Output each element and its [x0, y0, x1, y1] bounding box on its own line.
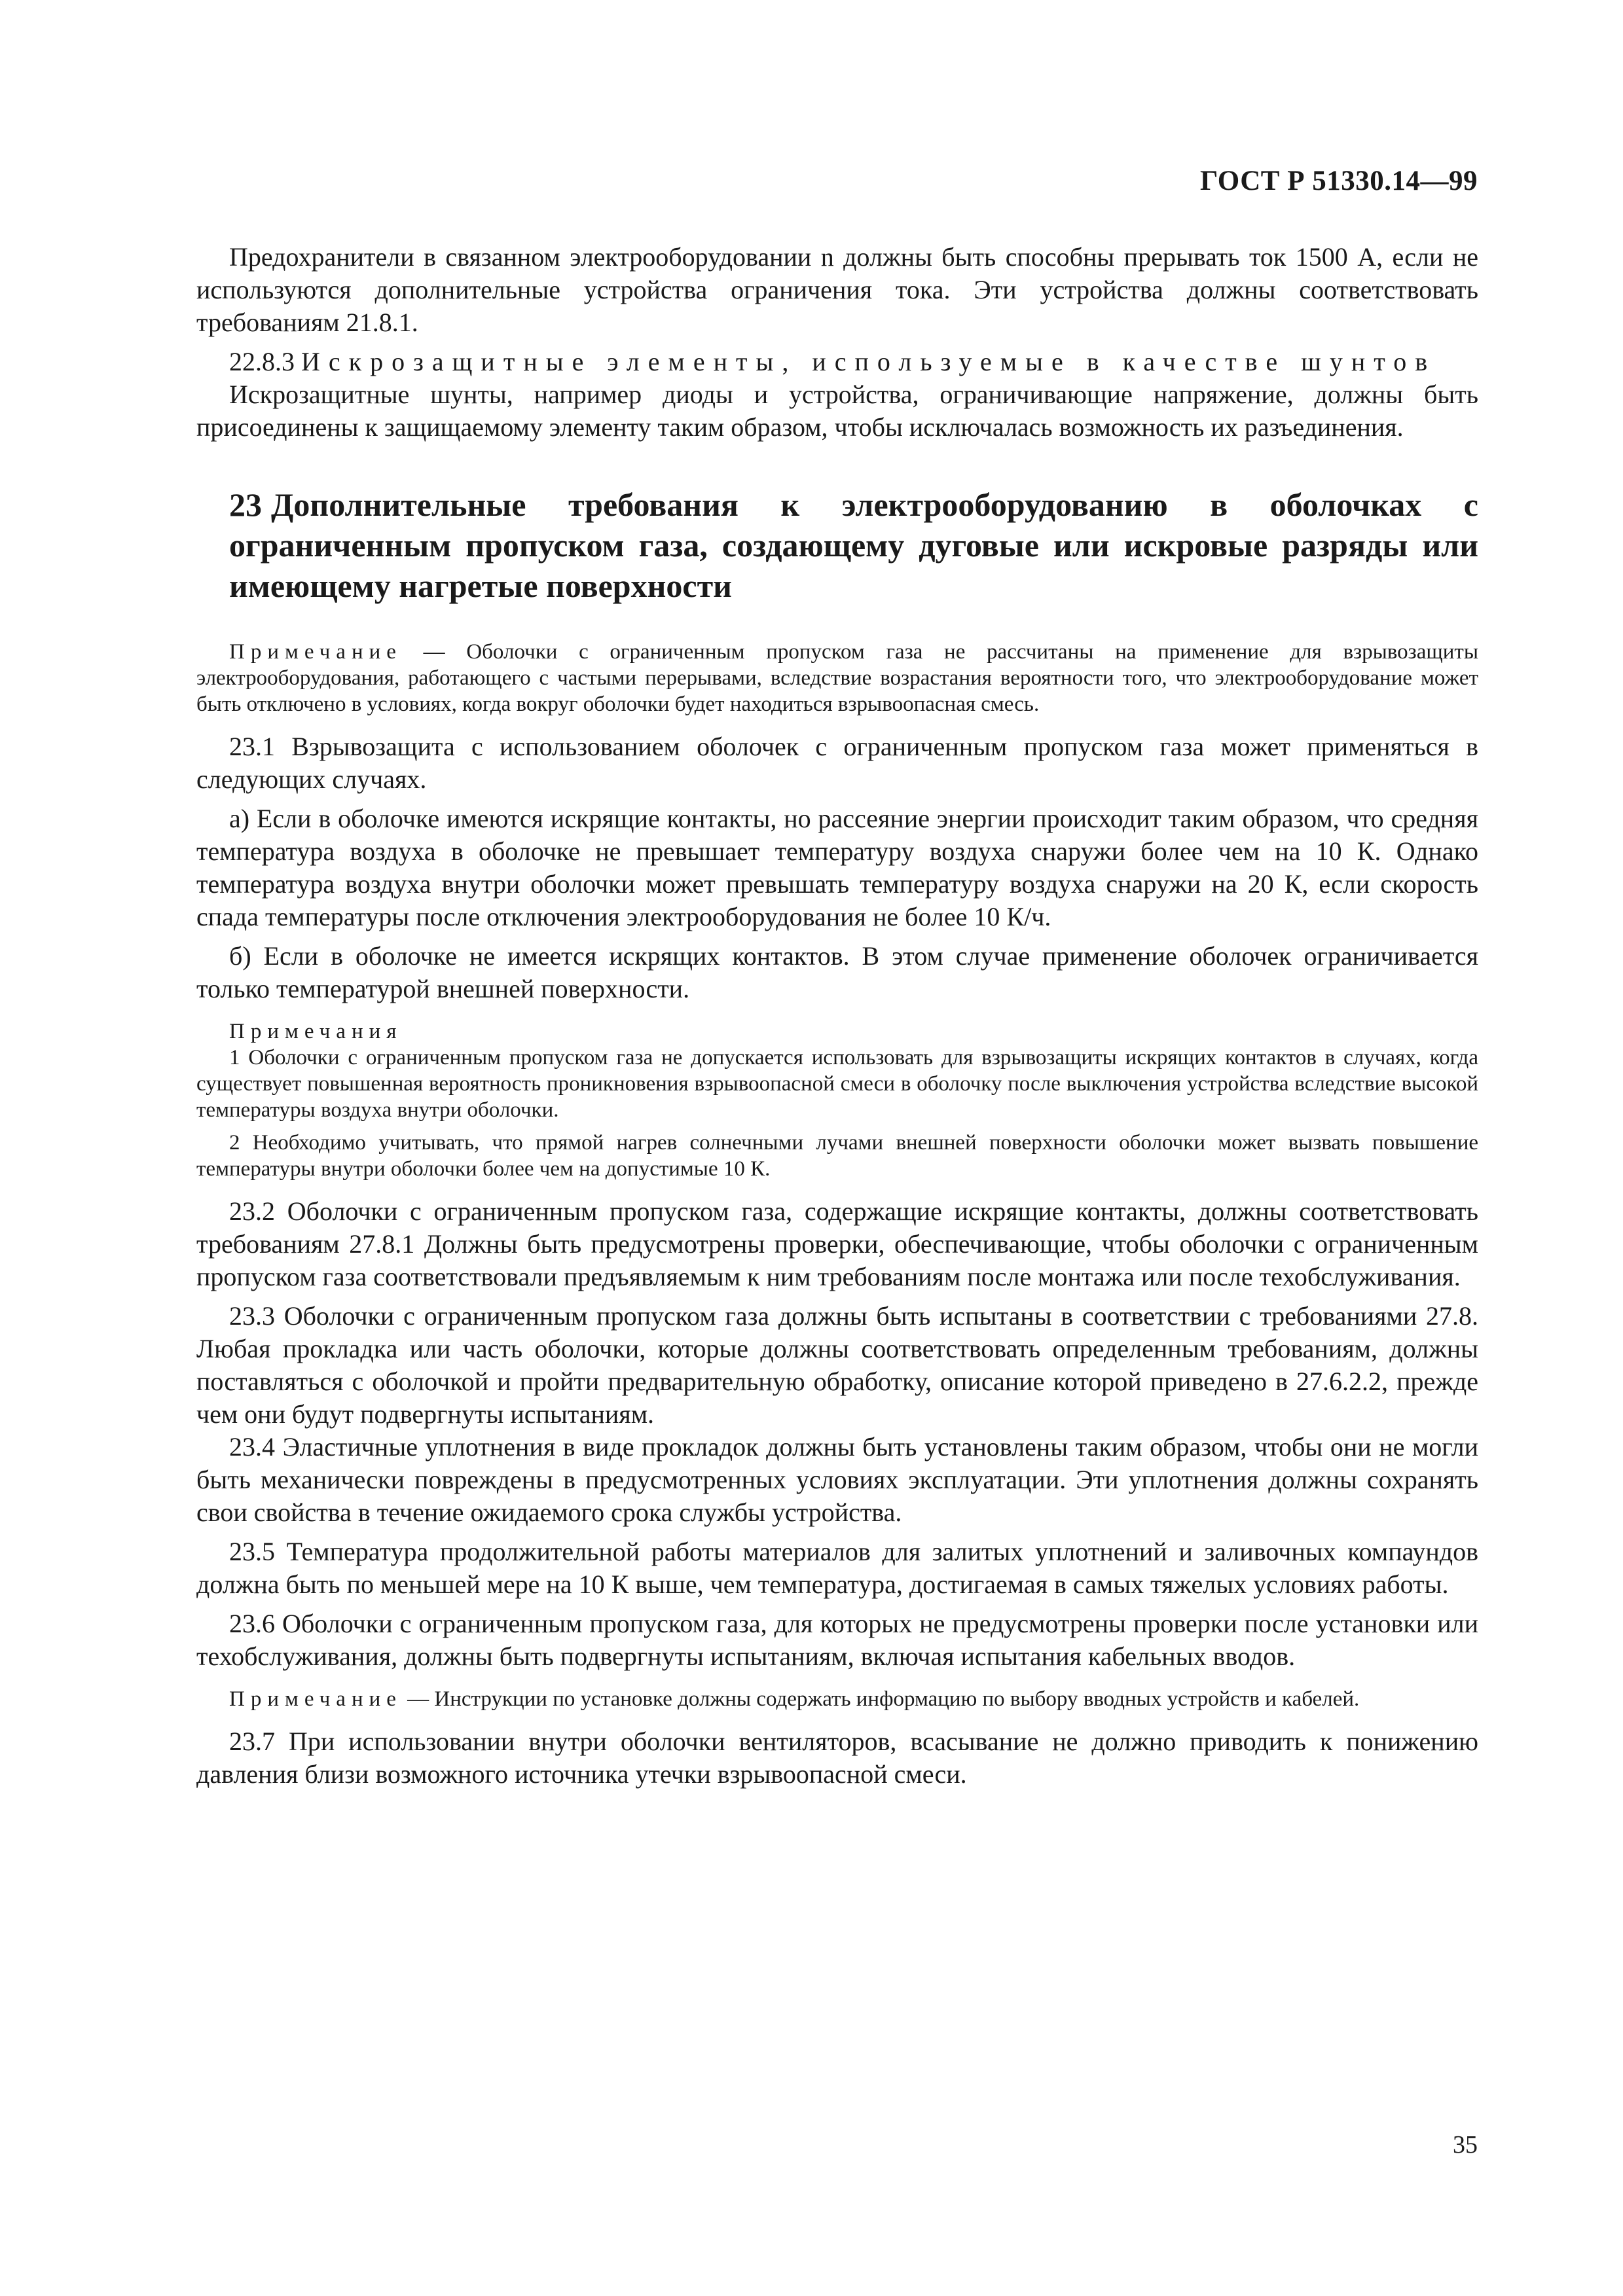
clause-23-1-b: б) Если в оболочке не имеется искрящих контактов. В этом случае применение оболочек ограничивается только температурой внешней поверхности. [196, 941, 1478, 1003]
clause-23-1: 23.1 Взрывозащита с использованием оболочек с ограниченным пропуском газа может применяться в следующих случаях. [196, 732, 1478, 794]
clause-23-7: 23.7 При использовании внутри оболочки вентиляторов, всасывание не должно приводить к понижению давления близи возможного источника утечки взрывоопасной смеси. [196, 1727, 1478, 1789]
clause-23-2: 23.2 Оболочки с ограниченным пропуском газа, содержащие искрящие контакты, должны соответствовать требованиям 27.8.1 Должны быть предусмотрены проверки, обеспечивающие, чтобы оболочки с ограниченным пропуском газа соответствовали предъявляемым к ним требованиям после монтажа или после техобслуживания. [196, 1196, 1478, 1291]
clause-22-8-3-title: Искрозащитные элементы, используемые в качестве шунтов [301, 347, 1436, 376]
note-2-item-2: 2 Необходимо учитывать, что прямой нагрев солнечными лучами внешней поверхности оболочки может вызвать повышение температуры внутри оболочки более чем на допустимые 10 К. [196, 1131, 1478, 1181]
clause-23-4: 23.4 Эластичные уплотнения в виде прокладок должны быть установлены таким образом, чтобы они не могли быть механически повреждены в предусмотренных условиях эксплуатации. Эти уплотнения должны сохранять свои свойства в течение ожидаемого срока службы устройства. [196, 1432, 1478, 1527]
clause-22-8-3-number: 22.8.3 [229, 347, 295, 376]
note-3 [196, 1686, 1478, 1712]
note-1 [196, 639, 1478, 717]
page-number: 35 [1453, 2131, 1478, 2159]
notes-title: Примечания [229, 1020, 403, 1043]
clause-23-1-a: а) Если в оболочке имеются искрящие контакты, но рассеяние энергии происходит таким образом, что средняя температура воздуха в оболочке не превышает температуру воздуха снаружи более чем на 10 К. Однако температура воздуха внутри оболочки может превышать температуру воздуха снаружи на 20 К, если скорость спада температуры после отключения электрооборудования не более 10 К/ч. [196, 804, 1478, 931]
note-2-item-1: 1 Оболочки с ограниченным пропуском газа не допускается использовать для взрывозащиты искрящих контактов в случаях, когда существует повышенная вероятность проникновения взрывоопасной смеси в оболочку после выключения устройства вследствие высокой температуры воздуха внутри оболочки. [196, 1046, 1478, 1122]
note-1-text: — Оболочки с ограниченным пропуском газа не рассчитаны на применение для взрывозащиты электрооборудования, работающего с частыми перерывами, вследствие возрастания вероятности того, что электрооборудование может быть отключено в условиях, когда вокруг оболочки будет находиться взрывоопасная смесь. [196, 640, 1479, 716]
clause-23-5: 23.5 Температура продолжительной работы материалов для залитых уплотнений и заливочных компаундов должна быть по меньшей мере на 10 К выше, чем температура, достигаемая в самых тяжелых условиях работы. [196, 1537, 1478, 1599]
note-3-label: Примечание [229, 1687, 402, 1711]
standard-header: ГОСТ Р 51330.14—99 [1199, 166, 1478, 196]
clause-23-3: 23.3 Оболочки с ограниченным пропуском газа должны быть испытаны в соответствии с требованиями 27.8. Любая прокладка или часть оболочки, которые должны соответствовать определенным требованиям, должны поставляться с оболочкой и пройти предварительную обработку, описание которой приведено в 27.6.2.2, прежде чем они будут подвергнуты испытаниям. [196, 1301, 1478, 1429]
section-number: 23 [229, 486, 262, 523]
page-content [196, 241, 1478, 1791]
note-1-label: Примечание [229, 640, 402, 664]
section-title: Дополнительные требования к электрооборудованию в оболочках с ограниченным пропуском газа, создающему дуговые или искровые разряды или имеющему нагретые поверхности [229, 486, 1478, 604]
clause-22-8-3-heading [196, 346, 1478, 378]
paragraph-shunts: Искрозащитные шунты, например диоды и устройства, ограничивающие напряжение, должны быть присоединены к защищаемому элементу таким образом, чтобы исключалась возможность их разъединения. [196, 380, 1478, 442]
note-3-text: — Инструкции по установке должны содержать информацию по выбору вводных устройств и кабелей. [407, 1687, 1360, 1711]
clause-23-6: 23.6 Оболочки с ограниченным пропуском газа, для которых не предусмотрены проверки после установки или техобслуживания, должны быть подвергнуты испытаниям, включая испытания кабельных вводов. [196, 1609, 1478, 1671]
paragraph-fuses: Предохранители в связанном электрооборудовании n должны быть способны прерывать ток 1500 А, если не используются дополнительные устройства ограничения тока. Эти устройства должны соответствовать требованиям 21.8.1. [196, 242, 1478, 337]
section-23-heading [229, 484, 1478, 606]
